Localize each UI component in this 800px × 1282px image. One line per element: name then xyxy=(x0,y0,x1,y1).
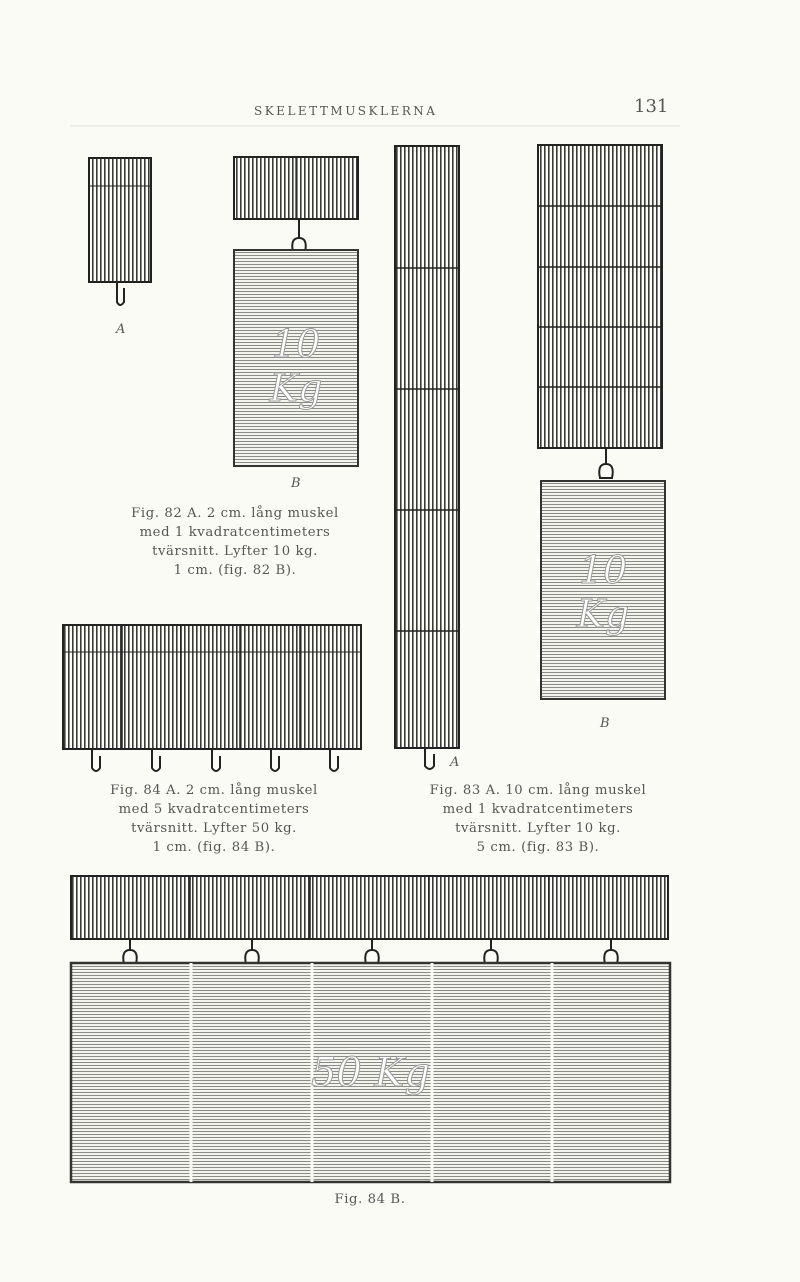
fig82-caption: Fig. 82 A. 2 cm. lång muskel med 1 kvadratcentimeters tvärsnitt. Lyfter 10 kg. 1 cm. (fig. 82 B). xyxy=(131,506,339,578)
fig83-muscle-a xyxy=(395,146,459,769)
fig82-muscle-a xyxy=(89,158,151,305)
fig84-muscle-b xyxy=(71,876,670,1182)
fig82-label-b: B xyxy=(291,476,301,491)
fig83-caption: Fig. 83 A. 10 cm. lång muskel med 1 kvadratcentimeters tvärsnitt. Lyfter 10 kg. 5 cm. (fig. 83 B). xyxy=(429,783,647,855)
fig83-label-a: A xyxy=(450,755,460,770)
running-head: SKELETTMUSKLERNA xyxy=(254,104,438,118)
fig84-weight-label: 50 Kg xyxy=(310,1050,431,1096)
fig83-weight-label: 10 Kg xyxy=(576,548,630,636)
page-number: 131 xyxy=(634,96,669,117)
fig83-label-b: B xyxy=(600,716,610,731)
fig84-muscle-a xyxy=(63,625,361,771)
fig82-muscle-b xyxy=(234,157,358,466)
fig84a-caption: Fig. 84 A. 2 cm. lång muskel med 5 kvadratcentimeters tvärsnitt. Lyfter 50 kg. 1 cm. (fig. 84 B). xyxy=(110,783,318,855)
fig84b-caption: Fig. 84 B. xyxy=(334,1192,406,1207)
fig82-weight-label: 10 Kg xyxy=(269,322,323,410)
fig82-label-a: A xyxy=(116,322,126,337)
